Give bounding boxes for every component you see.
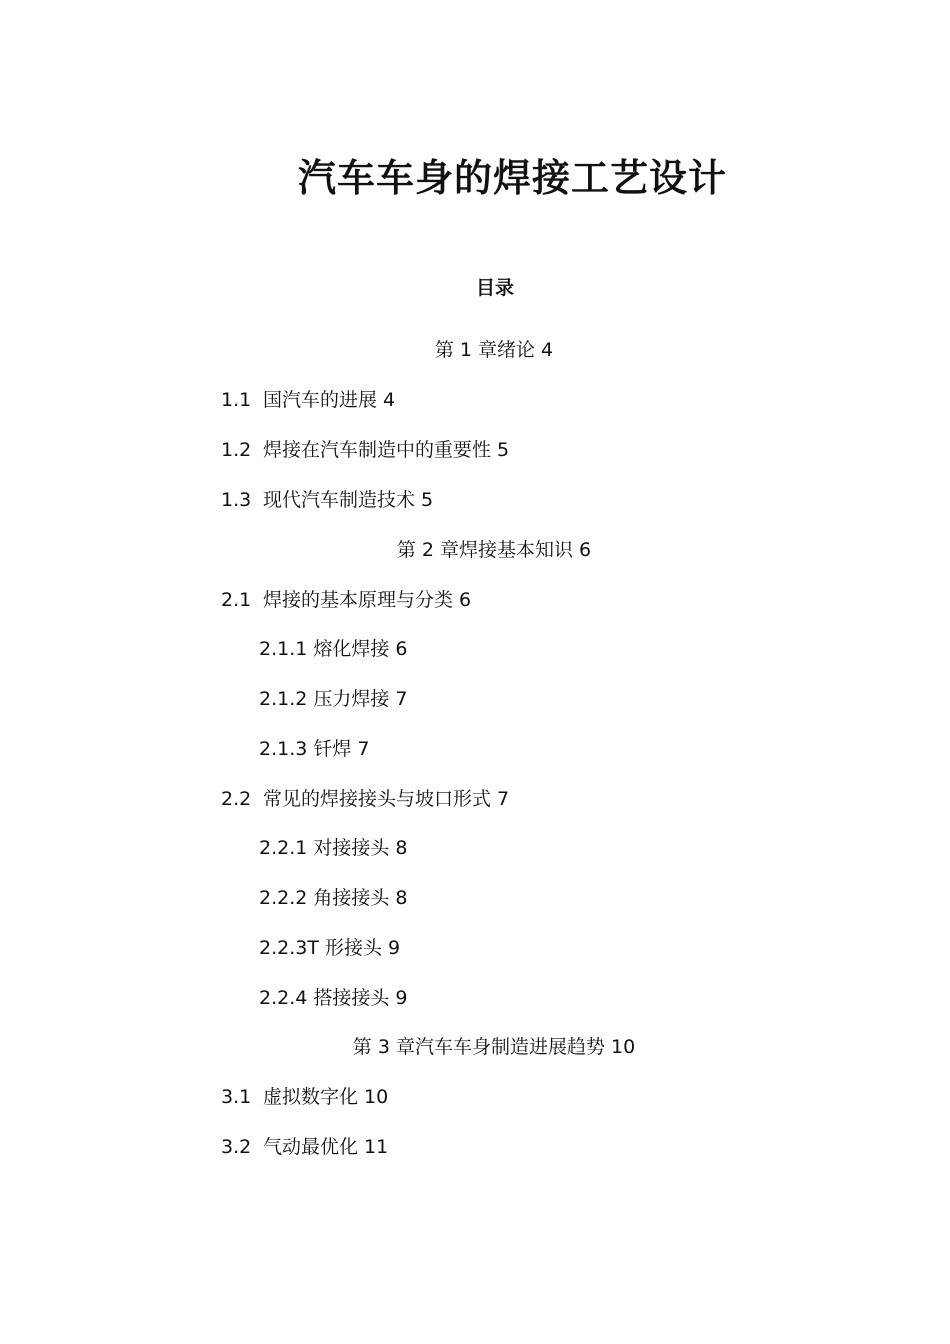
toc-chapter-1[interactable]: 第 1 章绪论 4	[434, 339, 554, 361]
toc-section-2-2[interactable]	[221, 785, 509, 813]
section-title: 气动最优化 11	[263, 1136, 389, 1158]
document-title: 汽车车身的焊接工艺设计	[297, 156, 727, 200]
toc-subsection-2-1-2[interactable]: 2.1.2 压力焊接 7	[259, 688, 408, 710]
section-number: 1.2	[221, 439, 252, 461]
toc-section-3-2[interactable]	[221, 1133, 388, 1161]
section-title: 焊接在汽车制造中的重要性 5	[263, 439, 510, 461]
section-title: 现代汽车制造技术 5	[263, 489, 434, 511]
section-title: 国汽车的进展 4	[263, 389, 396, 411]
section-number: 3.1	[221, 1086, 252, 1108]
toc-subsection-2-2-4[interactable]: 2.2.4 搭接接头 9	[259, 987, 408, 1009]
toc-subsection-2-1-3[interactable]: 2.1.3 钎焊 7	[259, 738, 370, 760]
toc-chapter-3[interactable]: 第 3 章汽车车身制造进展趋势 10	[352, 1036, 636, 1058]
toc-section-3-1[interactable]	[221, 1083, 388, 1111]
section-title: 常见的焊接接头与坡口形式 7	[263, 788, 510, 810]
toc-section-1-2[interactable]	[221, 436, 509, 464]
toc-section-2-1[interactable]	[221, 586, 471, 614]
toc-chapter-2[interactable]: 第 2 章焊接基本知识 6	[396, 539, 592, 561]
toc-section-1-3[interactable]	[221, 486, 433, 514]
toc-section-1-1[interactable]	[221, 386, 395, 414]
section-number: 2.2	[221, 788, 252, 810]
section-title: 焊接的基本原理与分类 6	[263, 589, 472, 611]
section-number: 3.2	[221, 1136, 252, 1158]
toc-subsection-2-2-1[interactable]: 2.2.1 对接接头 8	[259, 837, 408, 859]
section-title: 虚拟数字化 10	[263, 1086, 389, 1108]
toc-subsection-2-2-2[interactable]: 2.2.2 角接接头 8	[259, 887, 408, 909]
section-number: 1.1	[221, 389, 252, 411]
toc-subsection-2-2-3[interactable]: 2.2.3T 形接头 9	[259, 937, 401, 959]
section-number: 2.1	[221, 589, 252, 611]
toc-heading: 目录	[475, 277, 514, 299]
section-number: 1.3	[221, 489, 252, 511]
toc-subsection-2-1-1[interactable]: 2.1.1 熔化焊接 6	[259, 638, 408, 660]
